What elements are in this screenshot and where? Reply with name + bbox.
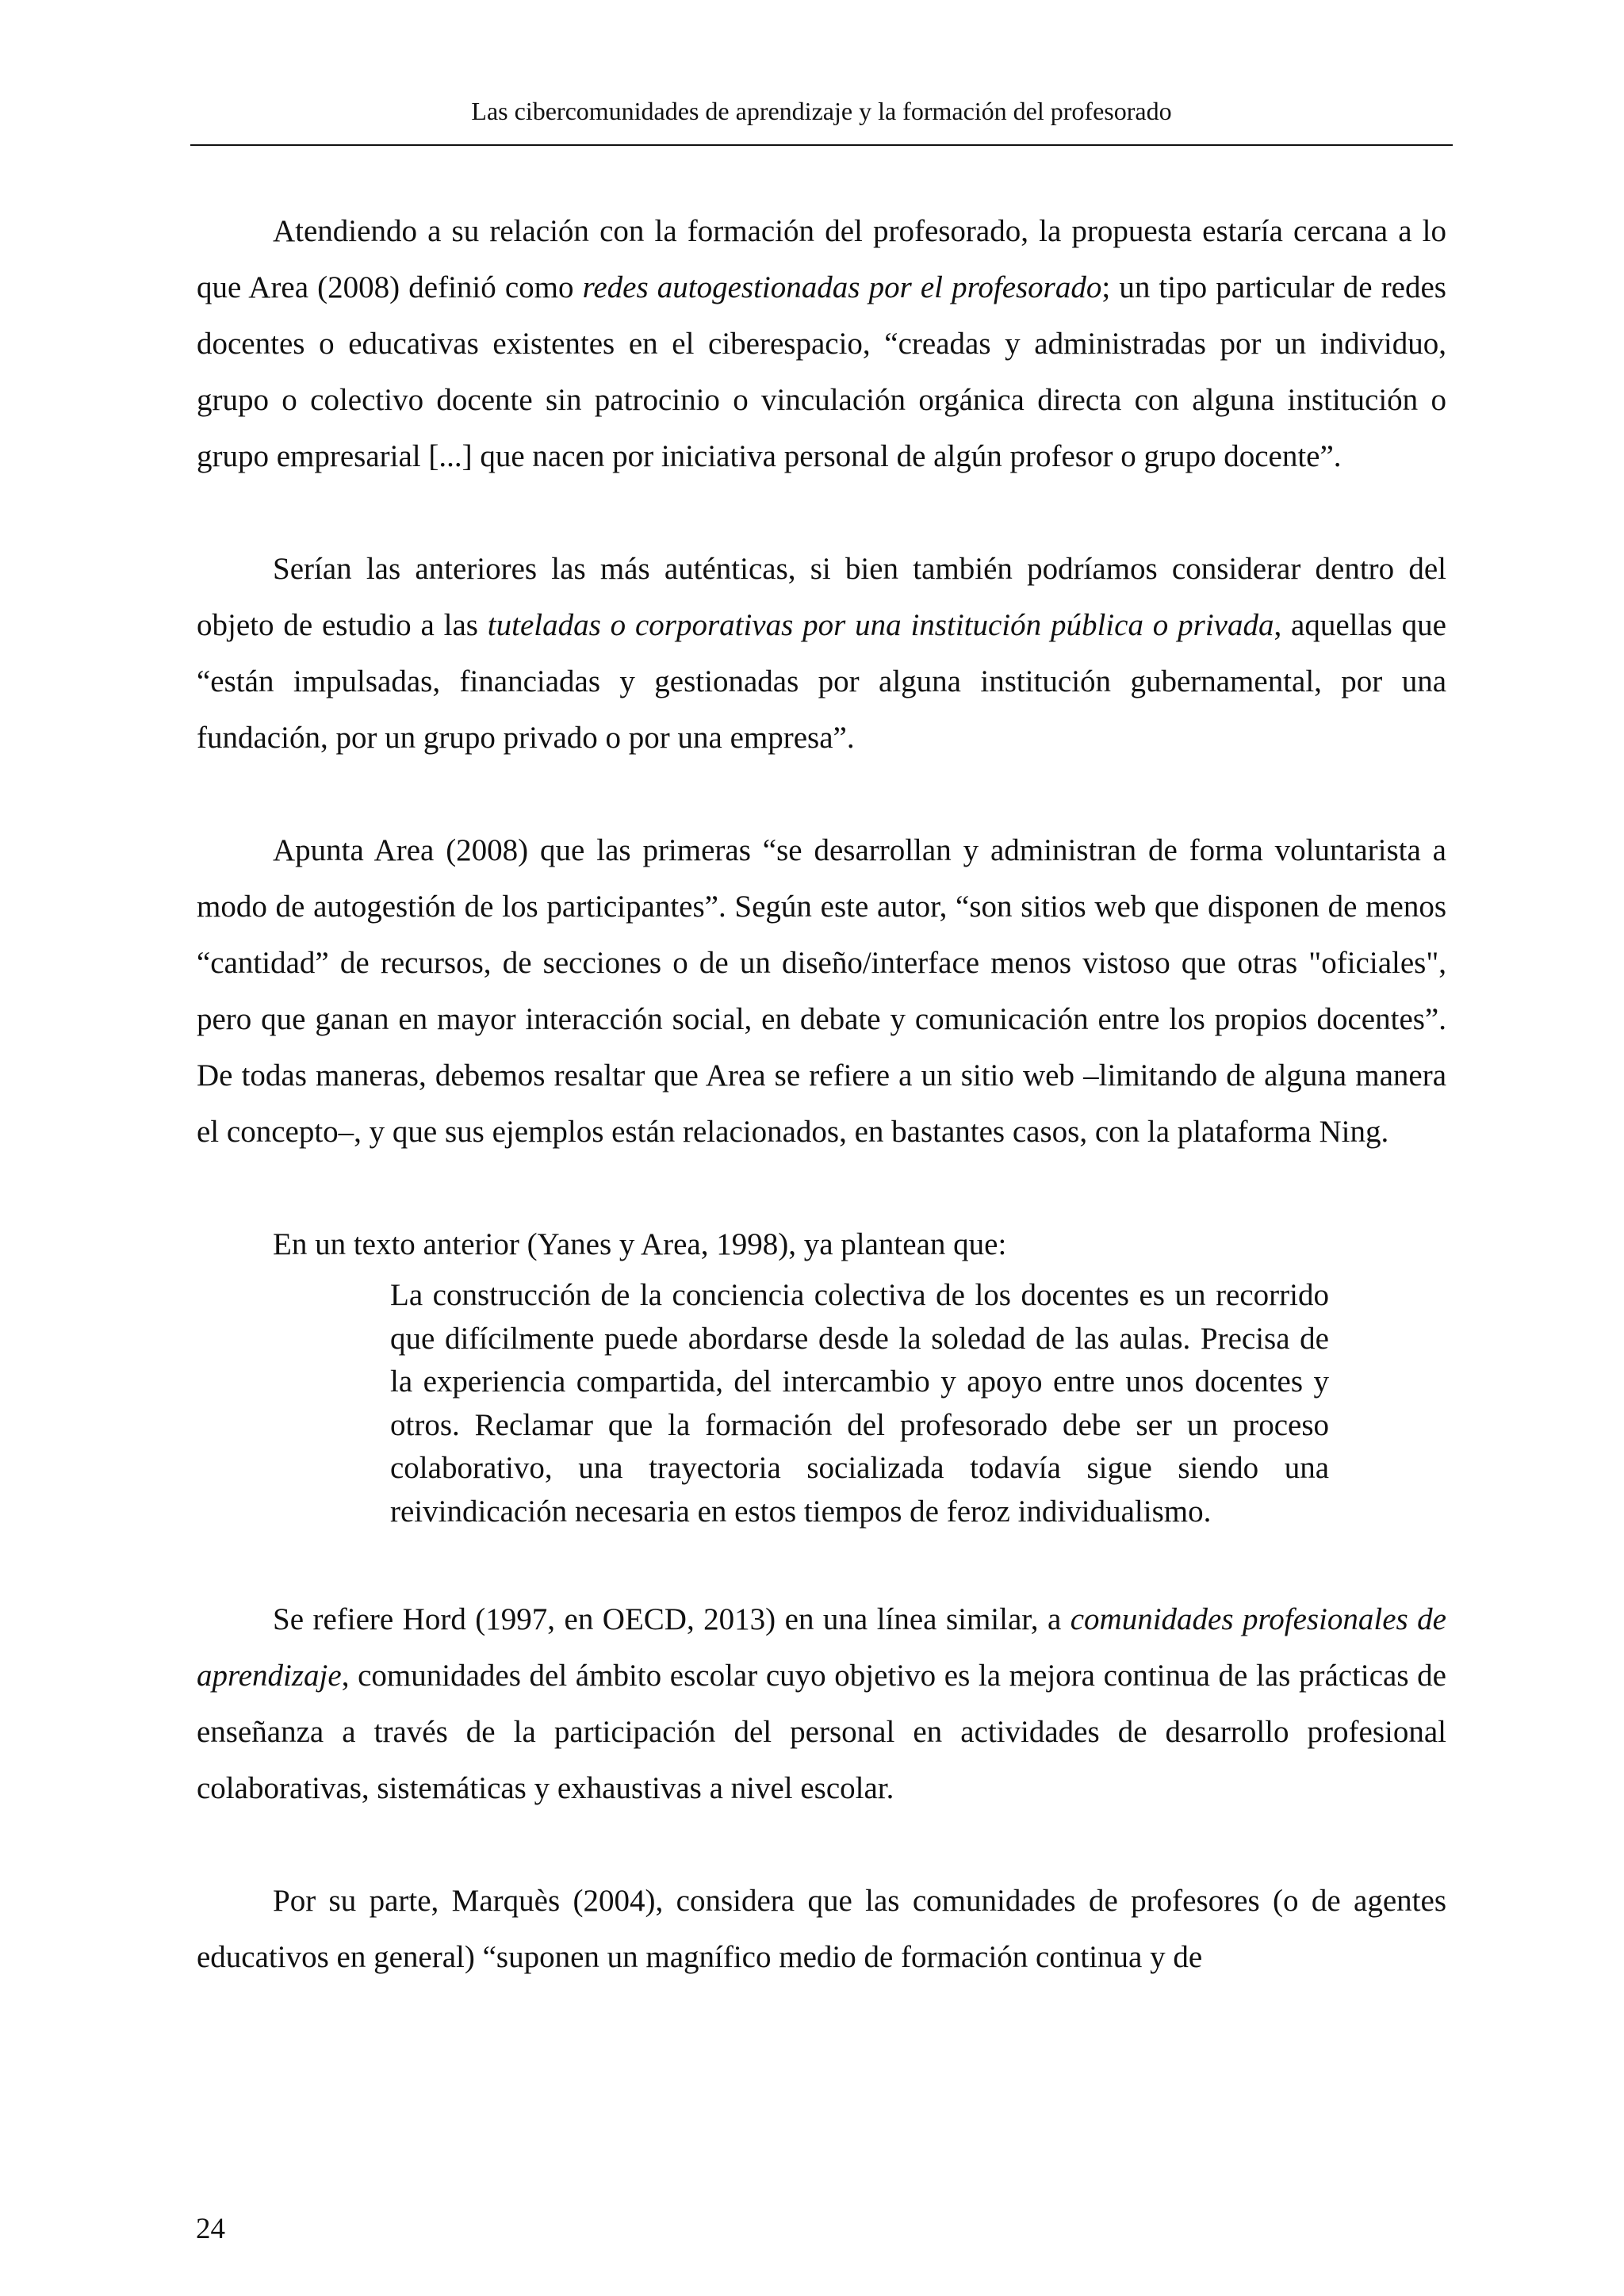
paragraph-text: , comunidades del ámbito escolar cuyo objetivo es la mejora continua de las prácticas de enseñanza a través de la participación del personal en actividades de desarrollo profesional colaborativas, sistemáticas y exhaustivas a nivel escolar. bbox=[197, 1659, 1446, 1805]
paragraph-marques: Por su parte, Marquès (2004), considera que las comunidades de profesores (o de agentes educativos en general) “suponen un magnífico medio de formación continua y de bbox=[197, 1884, 1446, 1974]
body-text bbox=[197, 203, 1446, 2042]
paragraph-text: Se refiere Hord (1997, en OECD, 2013) en una línea similar, a bbox=[273, 1602, 1071, 1636]
header-rule bbox=[190, 144, 1453, 146]
paragraph-text: ; un tipo particular de redes docentes o educativas existentes en el ciberespacio, “creadas y administradas por un individuo, grupo o colectivo docente sin patrocinio o vinculación orgánica directa con alguna institución o grupo empresarial [...] que nacen por iniciativa personal de algún profesor o grupo docente”. bbox=[197, 270, 1446, 473]
block-quote: La construcción de la conciencia colectiva de los docentes es un recorrido que difícilmente puede abordarse desde la soledad de las aulas. Precisa de la experiencia compartida, del intercambio y apoyo entre unos docentes y otros. Reclamar que la formación del profesorado debe ser un proceso colaborativo, una trayectoria socializada todavía sigue siendo una reivindicación necesaria en estos tiempos de feroz individualismo. bbox=[390, 1278, 1329, 1529]
italic-term: redes autogestionadas por el profesorado bbox=[582, 270, 1102, 304]
paragraph-quote-lead: En un texto anterior (Yanes y Area, 1998), ya plantean que: bbox=[273, 1227, 1007, 1261]
paragraph-text: Serían las anteriores las más auténticas, si bien también podríamos considerar dentro del objeto de estudio a las bbox=[197, 552, 1446, 642]
paragraph-text: Atendiendo a su relación con la formación del profesorado, la propuesta estaría cercana a lo que Area (2008) definió como bbox=[197, 214, 1446, 304]
running-header: Las cibercomunidades de aprendizaje y la formación del profesorado bbox=[471, 97, 1172, 125]
paragraph-area-definition bbox=[197, 203, 1446, 484]
paragraph-apunta-area: Apunta Area (2008) que las primeras “se desarrollan y administran de forma voluntarista a modo de autogestión de los participantes”. Según este autor, “son sitios web que disponen de menos “cantidad” de recursos, de secciones o de un diseño/interface menos vistoso que otras "oficiales", pero que ganan en mayor interacción social, en debate y comunicación entre los propios docentes”. De todas maneras, debemos resaltar que Area se refiere a un sitio web –limitando de alguna manera el concepto–, y que sus ejemplos están relacionados, en bastantes casos, con la plataforma Ning. bbox=[197, 833, 1446, 1149]
paragraph-tuteladas bbox=[197, 541, 1446, 766]
italic-term: comunidades profesionales de aprendizaje bbox=[197, 1602, 1446, 1693]
page-number: 24 bbox=[196, 2213, 225, 2245]
paragraph-text: , aquellas que “están impulsadas, financiadas y gestionadas por alguna institución gubernamental, por una fundación, por un grupo privado o por una empresa”. bbox=[197, 608, 1446, 755]
italic-term: tuteladas o corporativas por una institución pública o privada bbox=[487, 608, 1274, 642]
paragraph-hord bbox=[197, 1591, 1446, 1816]
